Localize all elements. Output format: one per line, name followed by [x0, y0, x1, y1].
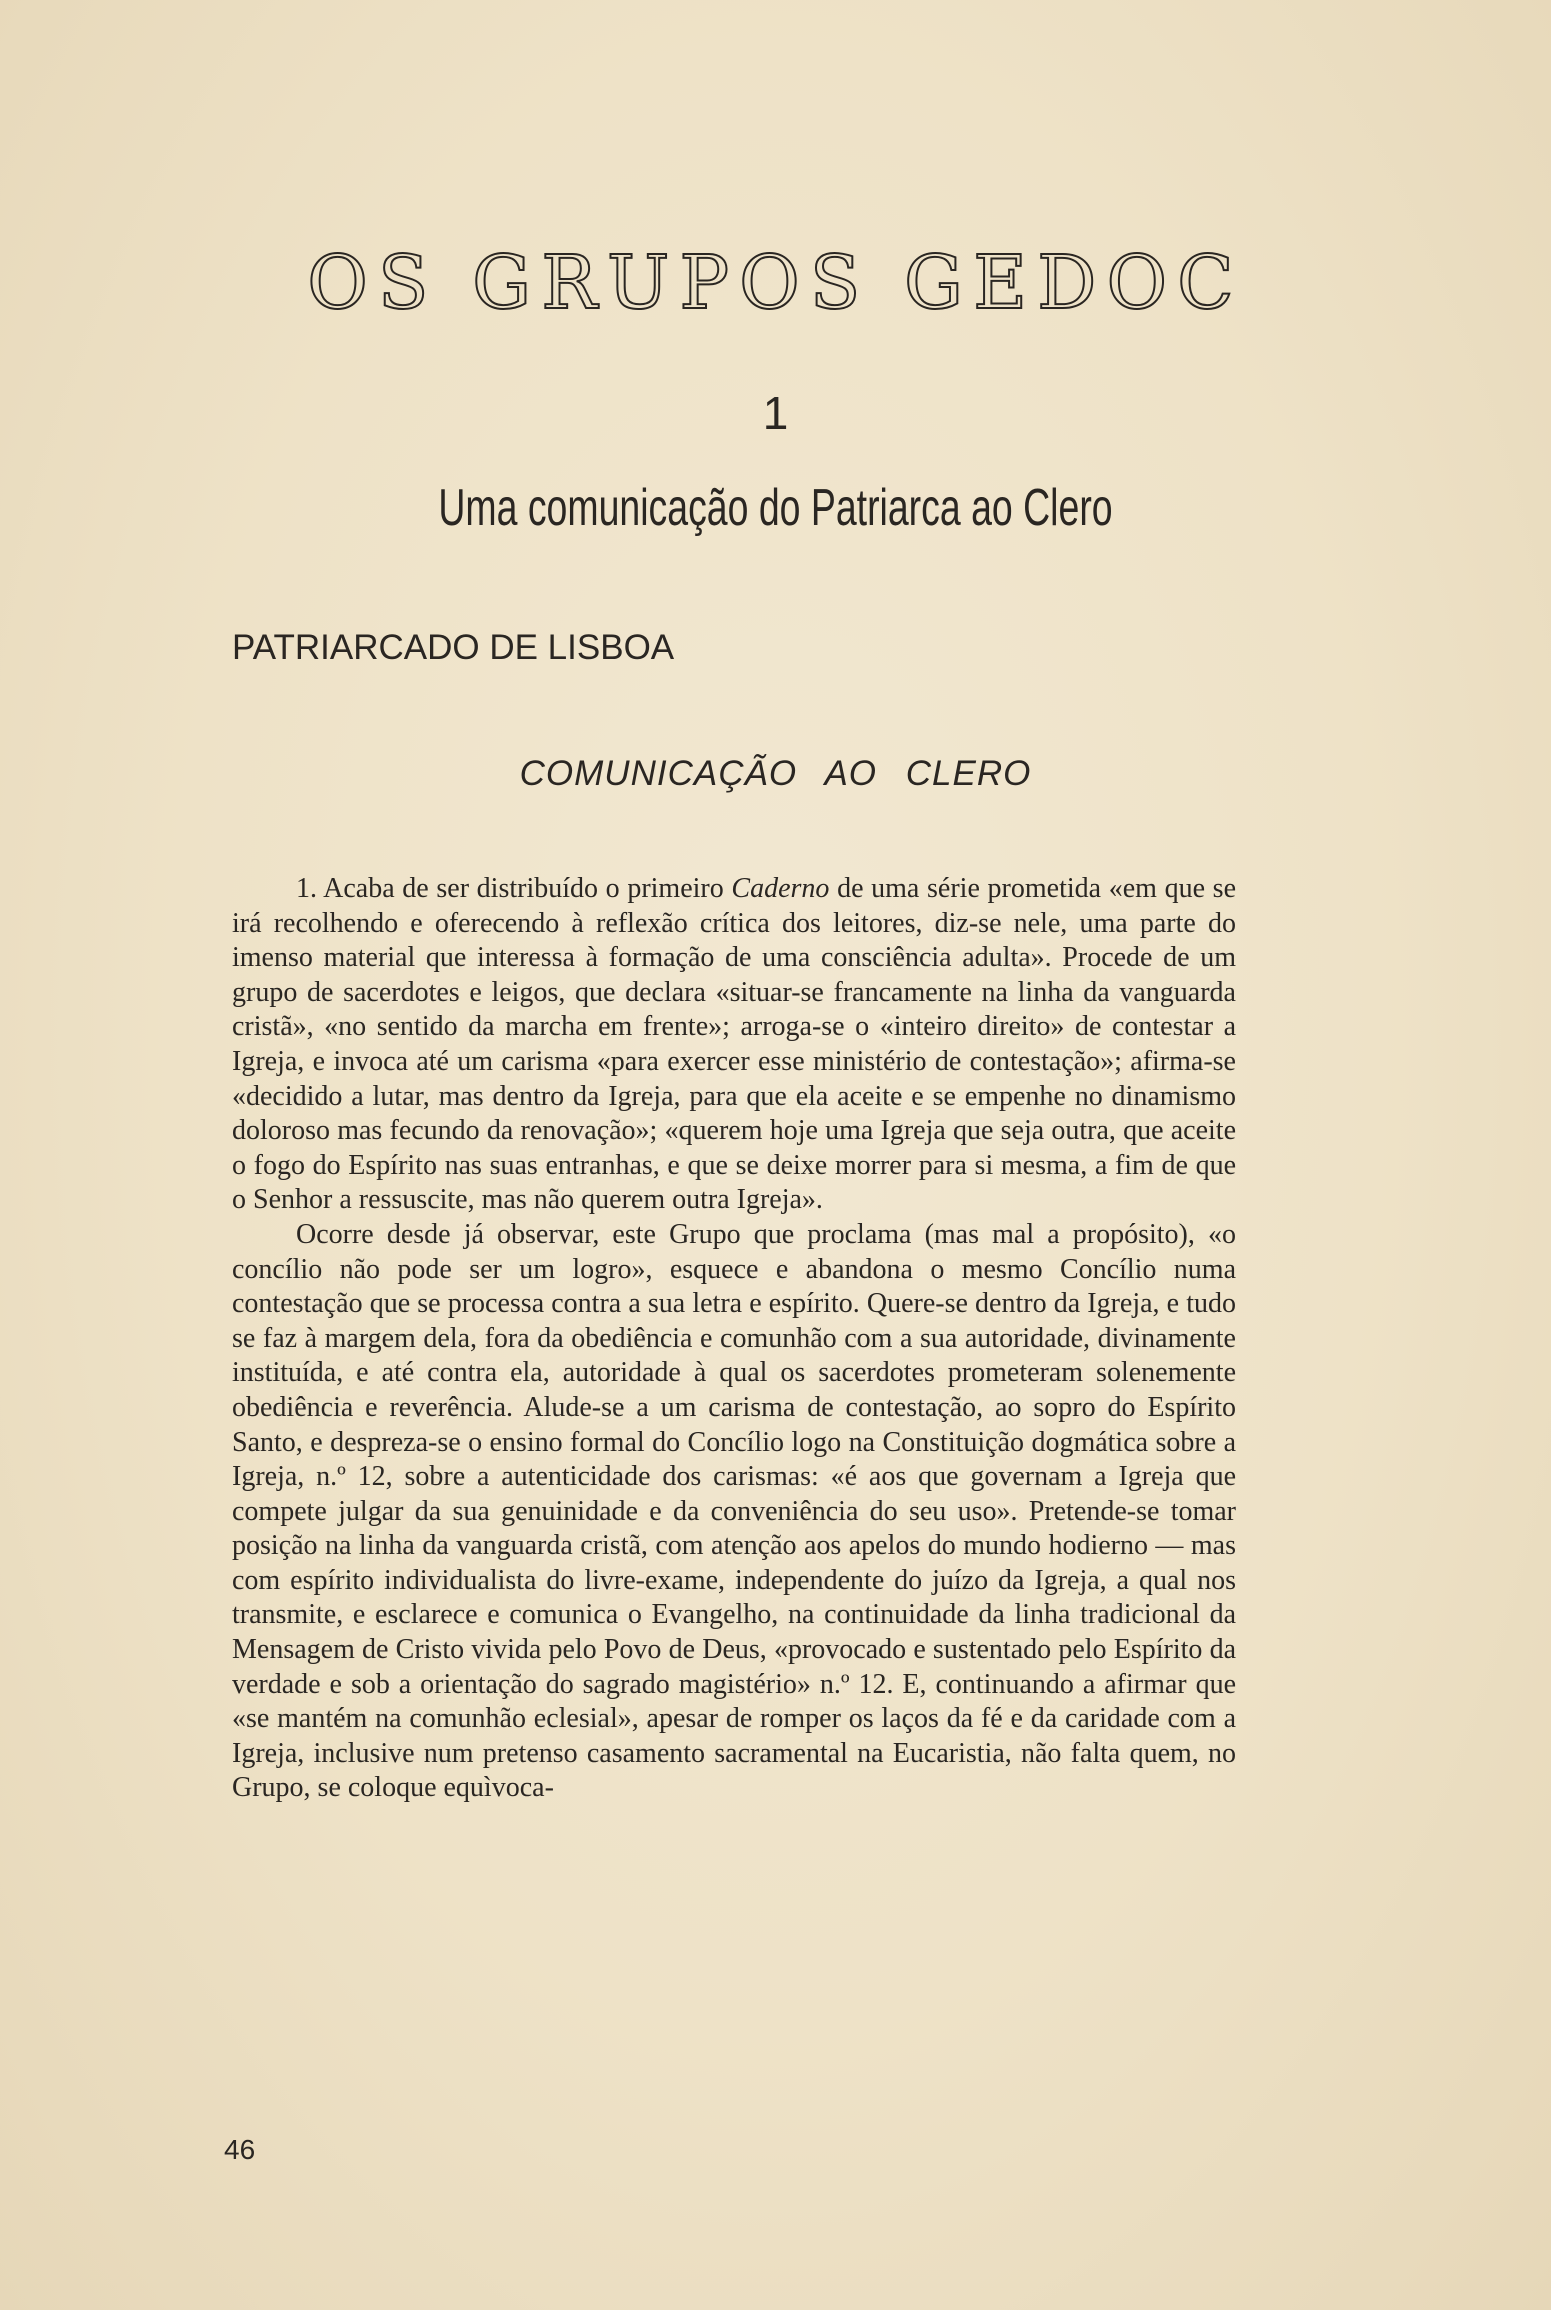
paragraph-1-italic: Caderno [731, 873, 830, 904]
section-number: 1 [762, 387, 789, 439]
paragraph-1 [232, 872, 1236, 1218]
paragraph-1-start: 1. Acaba de ser distribuído o primeiro [296, 873, 732, 904]
article-subtitle: Uma comunicação do Patriarca ao Clero [438, 479, 1113, 537]
article-title: OS GRUPOS GEDOC [307, 240, 1244, 326]
body-text [232, 872, 1236, 1806]
paragraph-2-text: Ocorre desde já observar, este Grupo que proclama (mas mal a propósito), «o concílio não pode ser um logro», esquece e abandona o mesmo Concílio numa contestação que se processa contra a sua letra e espírito. Quere-se dentro da Igreja, e tudo se faz à margem dela, fora da obediência e comunhão com a sua autoridade, divinamente instituída, e até contra ela, autoridade à qual os sacerdotes prometeram solenemente obediência e reverência. Alude-se a um carisma de contestação, ao sopro do Espírito Santo, e despreza-se o ensino formal do Concílio logo na Constituição dogmática sobre a Igreja, n.º 12, sobre a autenticidade dos carismas: «é aos que governam a Igreja que compete julgar da sua genuinidade e da conveniência do seu uso». Pretende-se tomar posição na linha da vanguarda cristã, com atenção aos apelos do mundo hodierno — mas com espírito individualista do livre-exame, independente do juízo da Igreja, a qual nos transmite, e esclarece e comunica o Evangelho, na continuidade da linha tradicional da Mensagem de Cristo vivida pelo Povo de Deus, «provocado e sustentado pelo Espírito da verdade e sob a orientação do sagrado magistério» n.º 12. E, continuando a afirmar que «se mantém na comunhão eclesial», apesar de romper os laços da fé e da caridade com a Igreja, inclusive num pretenso casamento sacramental na Eucaristia, não falta quem, no Grupo, se coloque equìvoca- [232, 1218, 1236, 1804]
page-number: 46 [224, 2134, 256, 2165]
paragraph-1-rest: de uma série prometida «em que se irá recolhendo e oferecendo à reflexão crítica dos leitores, diz-se nele, uma parte do imenso material que interessa à formação de uma consciência adulta». Procede de um grupo de sacerdotes e leigos, que declara «situar-se francamente na linha da vanguarda cristã», «no sentido da marcha em frente»; arroga-se o «inteiro direito» de contestar a Igreja, e invoca até um carisma «para exercer esse ministério de contestação»; afirma-se «decidido a lutar, mas dentro da Igreja, para que ela aceite e se empenhe no dinamismo doloroso mas fecundo da renovação»; «querem hoje uma Igreja que seja outra, que aceite o fogo do Espírito nas suas entranhas, e que se deixe morrer para si mesma, a fim de que o Senhor a ressuscite, mas não querem outra Igreja». [232, 873, 1236, 1216]
organization-name: PATRIARCADO DE LISBOA [232, 628, 675, 667]
document-heading: COMUNICAÇÃO AO CLERO [519, 754, 1032, 793]
paragraph-2 [232, 1218, 1236, 1806]
